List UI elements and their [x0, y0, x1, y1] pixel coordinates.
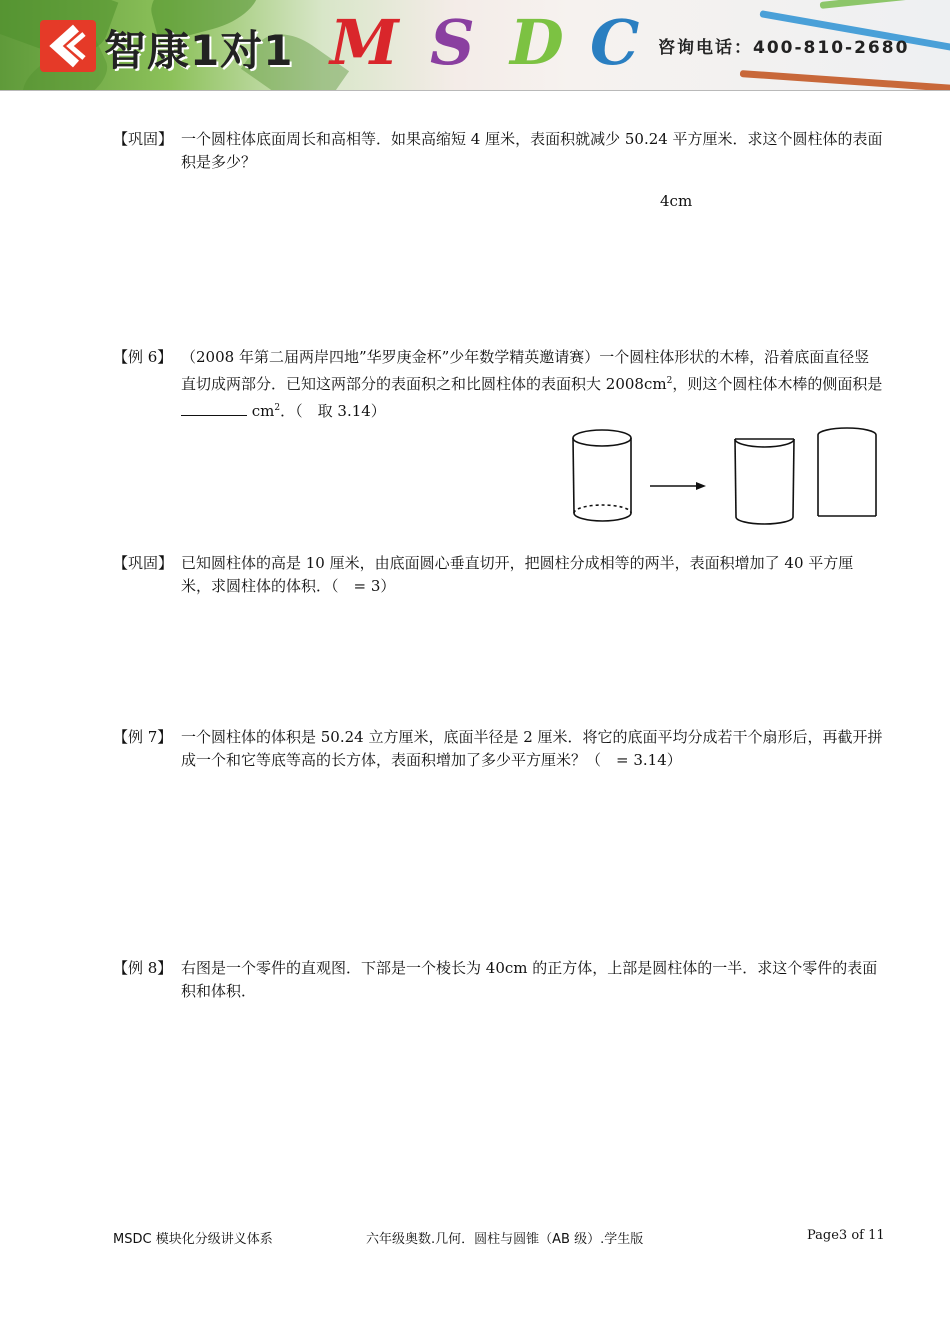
problem-tag: 【巩固】 — [113, 554, 174, 572]
pencil-decoration — [820, 0, 950, 9]
footer-left: MSDC 模块化分级讲义体系 — [113, 1232, 273, 1247]
brand-letter-c: C — [590, 6, 640, 79]
cylinder-cut-figure — [568, 425, 883, 530]
problem-text: （2008 年第二届两岸四地”华罗庚金杯”少年数学精英邀请赛）一个圆柱体形状的木棒，沿着底面直径竖直切成两部分．已知这两部分的表面积之和比圆柱体的表面积大 $2008cm^2$，则这个圆柱体木棒的侧面积是 $cm^2$．（ 取 3.14） — [181, 348, 883, 420]
figure-label-4cm: 4cm — [660, 192, 693, 210]
page-number: Page3 of 11 — [807, 1228, 885, 1243]
answer-blank[interactable] — [181, 401, 247, 416]
cylinder-half-curved — [735, 439, 794, 524]
arrow-icon — [650, 482, 706, 490]
problem-consolidate-2 — [113, 552, 883, 598]
problem-example-8 — [113, 957, 883, 1003]
brand-letter-d: D — [510, 6, 564, 79]
brand-letter-s: S — [430, 6, 475, 79]
problem-example-6 — [113, 345, 883, 423]
cylinder-half-flat — [818, 428, 876, 516]
problem-text: 一个圆柱体的体积是 50.24 立方厘米，底面半径是 2 厘米．将它的底面平均分成若干个扇形后，再截开拼成一个和它等底等高的长方体，表面积增加了多少平方厘米？（ = 3.14） — [181, 728, 883, 769]
problem-text: 已知圆柱体的高是 10 厘米，由底面圆心垂直切开，把圆柱分成相等的两半，表面积增加了 40 平方厘米，求圆柱体的体积．（ = 3） — [181, 554, 854, 595]
contact-phone: 咨询电话：400-810-2680 — [658, 38, 910, 58]
problem-text: 右图是一个零件的直观图．下部是一个棱长为 40cm 的正方体，上部是圆柱体的一半．求这个零件的表面积和体积． — [181, 959, 878, 1000]
problem-tag: 【例 8】 — [113, 959, 173, 977]
cylinder-whole — [573, 430, 631, 521]
problem-consolidate-1 — [113, 128, 883, 174]
problem-text: 一个圆柱体底面周长和高相等．如果高缩短 4 厘米，表面积就减少 50.24 平方厘米．求这个圆柱体的表面积是多少？ — [181, 130, 883, 171]
problem-tag: 【巩固】 — [113, 130, 174, 148]
problem-tag: 【例 6】 — [113, 348, 173, 366]
logo-icon — [40, 20, 96, 72]
problem-example-7 — [113, 726, 883, 772]
footer-center: 六年级奥数.几何．圆柱与圆锥（AB 级）.学生版 — [366, 1232, 644, 1247]
brand-letter-m: M — [330, 6, 399, 79]
page-header — [0, 0, 950, 91]
pencil-decoration — [740, 70, 950, 91]
logo-text: 智康1对1 — [104, 26, 294, 75]
problem-tag: 【例 7】 — [113, 728, 173, 746]
